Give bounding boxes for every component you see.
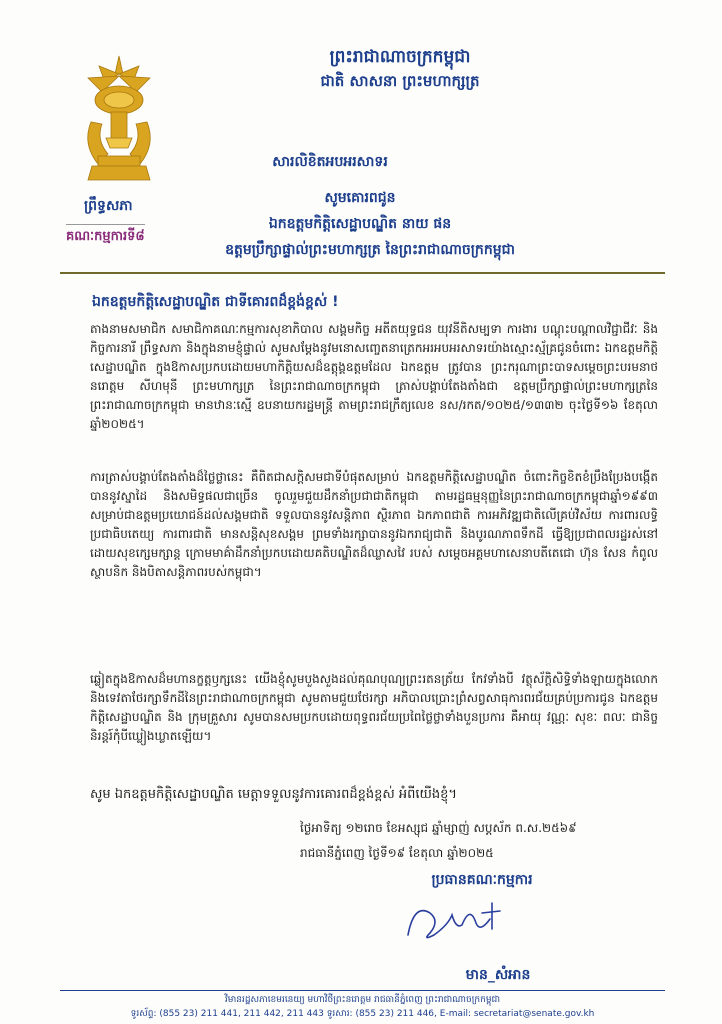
paragraph-appointment-merit: ការត្រាស់បង្គាប់តែងតាំងដ៏ថ្លៃថ្លានេះ គឺពិតជាសក្តិសមជាទីបំផុតសម្រាប់ ឯកឧត្តមកិត្តិសេដ្ឋាបណ្ឌិត ចំពោះកិច្ចខិតខំប្រឹងប្រែងបង្កើតបាននូវស្នាដៃ និងសមិទ្ធផលជាច្រើន ចូលរួមជួយដឹកនាំប្រជាជាតិកម្ពុជា តាមរដ្ឋធម្មនុញ្ញនៃព្រះរាជាណាចក្រកម្ពុជាឆ្នាំ១៩៩៣ សម្រាប់ជាឧត្តមប្រយោជន៍ដល់សង្គមជាតិ ទទួលបាននូវសន្តិភាព ស្ថិរភាព ឯកភាពជាតិ ការអភិវឌ្ឍជាតិលើគ្រប់វិស័យ ការពារលទ្ធិប្រជាធិបតេយ្យ ការពារជាតិ មានសន្តិសុខសង្គម ព្រមទាំងរក្សាបាននូវឯករាជ្យជាតិ និងបូរណភាពទឹកដី ធ្វើឱ្យប្រជាពលរដ្ឋរស់នៅដោយសុខក្សេមក្សាន្ត ក្រោមមាគ៌ាដឹកនាំប្រកបដោយគតិបណ្ឌិតដ៏ឈ្លាសវៃ របស់ សម្តេចអគ្គមហាសេនាបតីតេជោ ហ៊ុន សែន កំពូលស្ថាបនិក និងបិតាសន្តិភាពរបស់កម្ពុជា។: [90, 470, 658, 579]
footer-address: វិមានរដ្ឋសភាខេមរនេយ្យ មហាវិថីព្រះនរោត្តម រាជធានីភ្នំពេញ ព្រះរាជាណាចក្រកម្ពុជា: [224, 995, 501, 1005]
national-motto: ជាតិ សាសនា ព្រះមហាក្សត្រ: [320, 72, 480, 90]
solar-date: រាជធានីភ្នំពេញ ថ្ងៃទី១៩ ខែតុលា ឆ្នាំ២០២៥: [300, 846, 494, 860]
recipient-name: ឯកឧត្តមកិត្តិសេដ្ឋាបណ្ឌិត នាយ ផន: [268, 216, 452, 232]
signatory-name: មាន_សំអាន: [465, 967, 531, 983]
committee-name: គណៈកម្មការទី៨: [66, 224, 145, 247]
senate-emblem-icon: [78, 52, 160, 186]
kingdom-heading: ព្រះរាជាណាចក្រកម្ពុជា: [329, 47, 471, 67]
header-divider: [60, 272, 665, 274]
paragraph-blessings: ឆ្លៀតក្នុងឱកាសដ៏មហានក្ខត្តឫក្សនេះ យើងខ្ញុំសូមបួងសួងដល់គុណបុណ្យព្រះរតនត្រ័យ កែវទាំងបី វត្ថុស័ក្តិសិទ្ធិទាំងឡាយក្នុងលោក និងទេវតាថែរក្សាទឹកដីនៃព្រះរាជាណាចក្រកម្ពុជា សូមតាមជួយថែរក្សា អភិបាលប្រោះព្រំសព្វសាធុការពរជ័យគ្រប់ប្រការជូន ឯកឧត្តមកិត្តិសេដ្ឋាបណ្ឌិត និង ក្រុមគ្រួសារ សូមបានសមប្រកបដោយពុទ្ធពរជ័យប្រពៃថ្លៃថ្លាទាំងបួនប្រការ គឺអាយុ វណ្ណៈ សុខៈ ពលៈ ជានិច្ចនិរន្តរ៍កុំបីឃ្លៀងឃ្លាតឡើយ។: [90, 672, 658, 743]
salutation: ឯកឧត្តមកិត្តិសេដ្ឋាបណ្ឌិត ជាទីគោរពដ៏ខ្ពង់ខ្ពស់ !: [92, 294, 339, 310]
closing-line: សូម ឯកឧត្តមកិត្តិសេដ្ឋាបណ្ឌិត មេត្តាទទួលនូវការគោរពដ៏ខ្ពង់ខ្ពស់ អំពីយើងខ្ញុំ។: [90, 787, 457, 802]
footer-contact: ទូរស័ព្ទ: (855 23) 211 441, 211 442, 211 443 ទូរសារ: (855 23) 211 446, E-mail: secretariat@senate.gov.kh: [130, 1009, 595, 1019]
recipient-title: ឧត្តមប្រឹក្សាផ្ទាល់ព្រះមហាក្សត្រ នៃព្រះរាជាណាចក្រកម្ពុជា: [225, 242, 515, 258]
senate-name: ព្រឹទ្ធសភា: [84, 198, 133, 214]
signatory-title: ប្រធានគណៈកម្មការ: [431, 872, 533, 888]
footer-divider: [60, 990, 665, 991]
handwritten-signature: [400, 895, 510, 950]
respectfully-to: សូមគោរពជូន: [324, 190, 396, 206]
lunar-date: ថ្ងៃអាទិត្យ ១២រោច ខែអស្សុជ ឆ្នាំម្សាញ់ សប្តស័ក ព.ស.២៥៦៩: [300, 821, 577, 835]
document-type: សារលិខិតអបអរសាទរ: [272, 154, 388, 170]
paragraph-congratulation: តាងនាមសមាជិក សមាជិកាគណៈកម្មការសុខាភិបាល សង្គមកិច្ច អតីតយុទ្ធជន យុវនីតិសម្បទា ការងារ បណ្តុះបណ្តាលវិជ្ជាជីវៈ និងកិច្ចការនារី ព្រឹទ្ធសភា និងក្នុងនាមខ្ញុំផ្ទាល់ សូមសម្តែងនូវមនោសញ្ចេតនាត្រេកអរអបអរសាទរយ៉ាងស្មោះស្ម័គ្រជូនចំពោះ ឯកឧត្តមកិត្តិសេដ្ឋាបណ្ឌិត ក្នុងឱកាសប្រកបដោយមហាកិត្តិយសដ៏ឧត្តុង្គឧត្តមដែល ឯកឧត្តម ត្រូវបាន ព្រះករុណាព្រះបាទសម្តេចព្រះបរមនាថ នរោត្តម សីហមុនី ព្រះមហាក្សត្រ នៃព្រះរាជាណាចក្រកម្ពុជា ត្រាស់បង្គាប់តែងតាំងជា ឧត្តមប្រឹក្សាផ្ទាល់ព្រះមហាក្សត្រនៃព្រះរាជាណាចក្រកម្ពុជា មានឋានៈស្មើ ឧបនាយករដ្ឋមន្ត្រី តាមព្រះរាជក្រឹត្យលេខ នស/រកត/១០២៥/១៣៣២ ចុះថ្ងៃទី១៦ ខែតុលា ឆ្នាំ២០២៥។: [90, 322, 658, 431]
